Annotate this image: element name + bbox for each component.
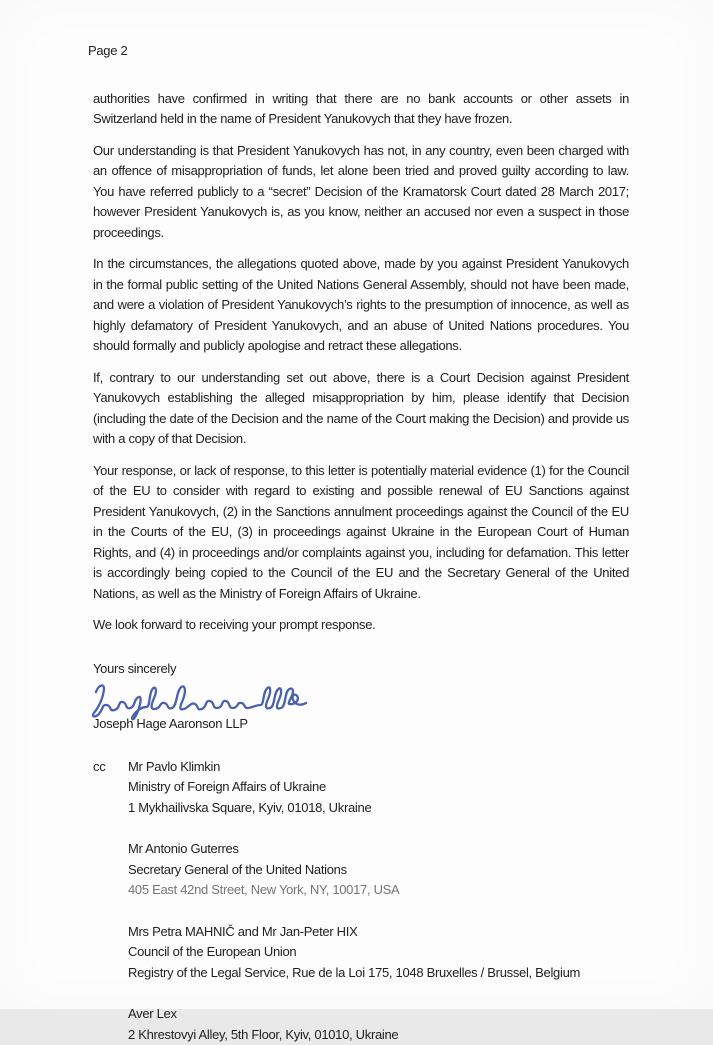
valediction: Yours sincerely bbox=[93, 659, 629, 680]
paragraph-3: In the circumstances, the allegations quoted above, made by you against President Yanukovych in the formal public setting of the United Nations General Assembly, should not have been made, and were a violation of President Yanukovych’s rights to the presumption of innocence, as well as highly defamatory of President Yanukovych, and an abuse of United Nations procedures. You should formally and publicly apologise and retract these allegations. bbox=[93, 254, 629, 357]
cc-label: cc bbox=[93, 757, 128, 1045]
cc-recipient-name: Mr Pavlo Klimkin bbox=[128, 757, 629, 778]
cc-recipient-address: Registry of the Legal Service, Rue de la Loi 175, 1048 Bruxelles / Brussel, Belgium bbox=[128, 963, 629, 984]
cc-entry-klimkin bbox=[128, 757, 629, 819]
cc-recipient-org: Secretary General of the United Nations bbox=[128, 860, 629, 881]
paragraph-1: authorities have confirmed in writing that there are no bank accounts or other assets in Switzerland held in the name of President Yanukovych that they have frozen. bbox=[93, 89, 629, 130]
paragraph-closing: We look forward to receiving your prompt response. bbox=[93, 615, 629, 636]
page-number-label: Page 2 bbox=[88, 41, 629, 62]
paragraph-2: Our understanding is that President Yanukovych has not, in any country, even been charged with an offence of misappropriation of funds, let alone been tried and proved guilty according to law. You have referred publicly to a “secret” Decision of the Kramatorsk Court dated 28 March 2017; however President Yanukovych is, as you know, neither an accused nor even a suspect in those proceedings. bbox=[93, 141, 629, 244]
cc-recipient-org: Council of the European Union bbox=[128, 942, 629, 963]
paragraph-5: Your response, or lack of response, to this letter is potentially material evidence (1) for the Council of the EU to consider with regard to existing and possible renewal of EU Sanctions against President Yanukovych, (2) in the Sanctions annulment proceedings against the Council of the EU in the Courts of the EU, (3) in proceedings against Ukraine in the European Court of Human Rights, and (4) in proceedings and/or complaints against you, including for defamation. This letter is accordingly being copied to the Council of the EU and the Secretary General of the United Nations, as well as the Ministry of Foreign Affairs of Ukraine. bbox=[93, 461, 629, 605]
cc-recipient-org: Ministry of Foreign Affairs of Ukraine bbox=[128, 777, 629, 798]
cc-recipient-name: Mr Antonio Guterres bbox=[128, 839, 629, 860]
cc-recipient-name: Aver Lex bbox=[128, 1004, 629, 1025]
cc-entry-council-eu bbox=[128, 922, 629, 984]
cc-recipient-address: 405 East 42nd Street, New York, NY, 10017, USA bbox=[128, 880, 629, 901]
paragraph-4: If, contrary to our understanding set out above, there is a Court Decision against President Yanukovych establishing the alleged misappropriation by him, please identify that Decision (including the date of the Decision and the name of the Court making the Decision) and provide us with a copy of that Decision. bbox=[93, 368, 629, 450]
cc-entry-aver-lex bbox=[128, 1004, 629, 1045]
cc-entries bbox=[128, 757, 629, 1045]
cc-recipient-address: 2 Khrestovyi Alley, 5th Floor, Kyiv, 01010, Ukraine bbox=[128, 1025, 629, 1045]
cc-recipient-address: 1 Mykhailivska Square, Kyiv, 01018, Ukraine bbox=[128, 798, 629, 819]
signatory-name: Joseph Hage Aaronson LLP bbox=[93, 714, 629, 735]
cc-entry-guterres bbox=[128, 839, 629, 901]
cc-recipient-name: Mrs Petra MAHNIČ and Mr Jan-Peter HIX bbox=[128, 922, 629, 943]
cc-block bbox=[93, 757, 629, 1045]
